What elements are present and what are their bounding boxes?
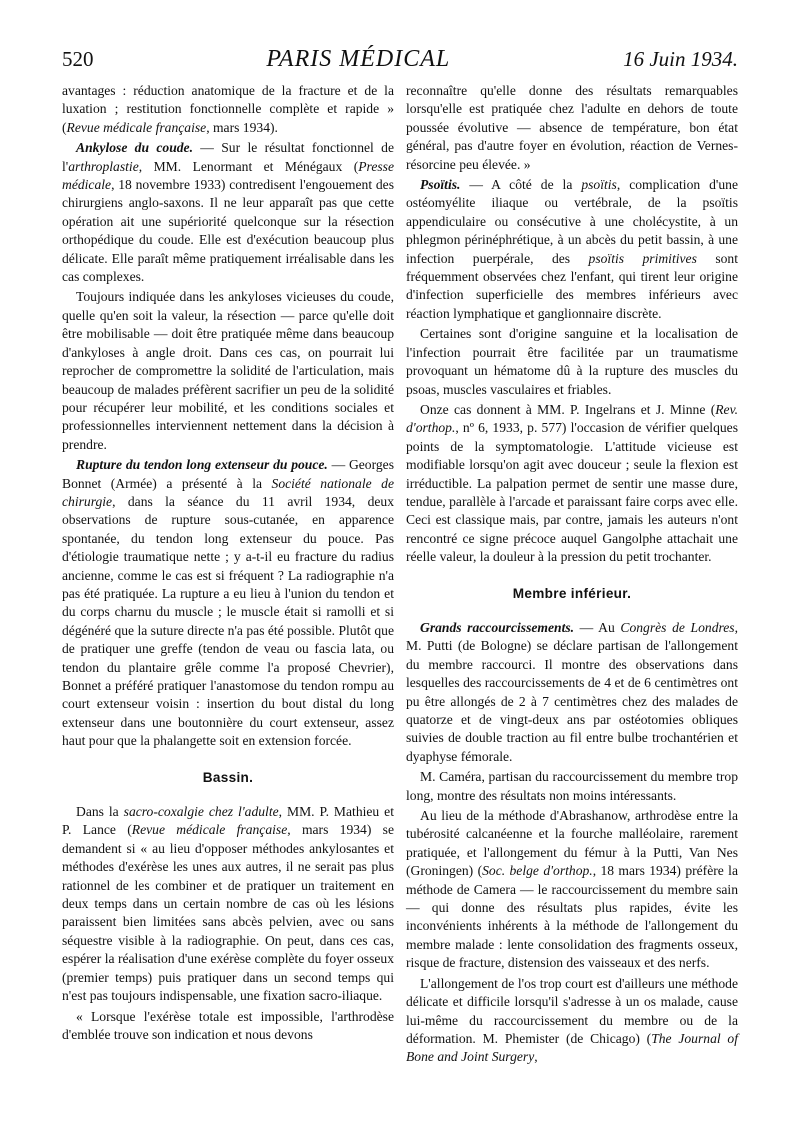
paragraph-rupture (62, 456, 394, 751)
paragraph-continuation-left (62, 82, 394, 137)
page-header (62, 46, 738, 82)
run-in-heading: Grands raccourcissements. (420, 619, 575, 635)
journal-title: PARIS MÉDICAL (266, 46, 451, 72)
paragraph-lorsque: « Lorsque l'exérèse totale est impossible, l'arthrodèse d'emblée trouve son indication et nous devons (62, 1008, 394, 1042)
italic-term: Congrès de Londres (620, 619, 735, 635)
citation: Soc. belge d'orthop. (482, 863, 593, 879)
paragraph-continuation-right: reconnaître qu'elle donne des résultats remarquables lorsqu'elle est pratiquée chez l'adulte en dehors de toute poussée évolutive — absence de température, bon état général, pas d'autre foyer en évolution, réaction de Vernes-résorcine peu élevée. » (406, 83, 738, 172)
paragraph-text: L'allongement de l'os trop court est d'ailleurs une méthode délicate et difficile lorsqu'il s'adresse à un os malade, cause lui-même du raccourcissement du membre ou de la déformation. M. Phemister (de Chicago) ( (406, 975, 738, 1046)
run-in-heading: Psoïtis. (420, 177, 461, 193)
paragraph-toujours: Toujours indiquée dans les ankyloses vicieuses du coude, quelle qu'en soit la valeur, la résection — parce qu'elle doit être mobilisable — doit être pratiquée même dans beaucoup d'ankyloses à angle droit. Dans ces cas, on pourrait lui reprocher de compromettre la solidité de l'articulation, mais beaucoup de malades préfèrent sacrifier un peu de la solidité pour récupérer leur mobilité, et les conditions sociales et professionnelles interviennent nettement dans la décision à prendre. (62, 289, 394, 452)
paragraph-grands-raccourcissements (406, 619, 738, 766)
italic-term: psoïtis (581, 177, 617, 193)
run-in-heading: Ankylose du coude. (76, 140, 193, 156)
citation: Revue médicale française (66, 119, 207, 135)
citation: The Journal of Bone and Joint Surgery (406, 1030, 738, 1065)
paragraph-text: , M. Putti (de Bologne) se déclare partisan de l'allongement du membre raccourci. Il montre des observations dans lesquelles des raccourcissements de 4 et de 6 centimètres ont pu être allongés de 2 à 7 centimètres chez des malades de quatorze et de vingt-deux ans par ostéotomies obliques suivies de double traction au fil entre bulbe trochantérien et dyaphyse fémorale. (406, 619, 739, 764)
paragraph-bassin (62, 803, 394, 1005)
paragraph-text: , 18 novembre 1933) contredisent l'engouement des chirurgiens anglo-saxons. Il ne leur apparaît pas que cette opération ait une supériorité quelconque sur la résection orthopédique du coude. Elle est d'exécution beaucoup plus délicate. Elle paraît même pratiquement irréalisable dans les cas complexes. (62, 177, 394, 285)
issue-date: 16 Juin 1934. (623, 47, 738, 71)
paragraph-text: — A côté de la (460, 177, 582, 193)
page-number: 520 (62, 47, 94, 71)
paragraph-text: , mars 1934). (206, 119, 278, 135)
italic-term: psoïtis primitives (588, 250, 697, 266)
paragraph-text: , mars 1934) se demandent si « au lieu d'opposer méthodes ankylosantes et méthodes d'exérèse les unes aux autres, il ne serait pas plus rationnel de les combiner et de pratiquer un traitement en deux temps dans un certain nombre de cas où les lésions paraissent bien limitées sans abcès pelvien, avec ou sans séquestre visible à la radiographie. On peut, dans ces cas, espérer la réalisation d'une exérèse complète du foyer osseux (premier temps) puis pratiquer dans un second temps qui n'est pas toujours indispensable, une fixation sacro-iliaque. (62, 822, 395, 1004)
section-heading-bassin: Bassin. (202, 769, 254, 785)
paragraph-text: , MM. Lenormant et Ménégaux ( (138, 158, 359, 174)
paragraph-text: Au lieu de la méthode d'Abrashanow, arthrodèse entre la tubérosité calcanéenne et la fourche malléolaire, rarement pratiquée, et l'allongement du fémur à la Putti, Van Nes (Groningen) ( (406, 808, 738, 879)
paragraph-text: — Georges Bonnet (Armée) a présenté à la (62, 457, 394, 491)
citation: Presse médicale (62, 158, 394, 193)
paragraph-text: sont fréquemment observées chez l'enfant, qui tirent leur origine d'infection superficielle des membres inférieurs avec réaction lymphatique et ganglionnaire discrète. (406, 250, 738, 321)
paragraph-allongement (406, 975, 738, 1067)
paragraph-text: , (534, 1049, 538, 1065)
paragraph-text: , 18 mars 1934) préfère la méthode de Camera — le raccourcissement du membre sain — qui donne des résultats plus rapides, évite les inconvénients inhérents à la méthode de l'allongement du membre malade : lente consolidation des fragments osseux, risque de fracture, distension des vaisseaux et des nerfs. (406, 863, 738, 971)
paragraph-text: avantages : réduction anatomique de la fracture et de la luxation ; restitution fonctionnelle complète et rapide » ( (62, 83, 394, 135)
italic-term: Société nationale de chirurgie (62, 475, 394, 509)
italic-term: sacro-coxalgie chez l'adulte (123, 804, 279, 820)
paragraph-onze-cas (406, 401, 738, 567)
paragraph-ankylose (62, 139, 394, 286)
left-column (62, 82, 394, 1046)
section-heading-membre-inferieur: Membre inférieur. (512, 585, 632, 601)
paragraph-text: , dans la séance du 11 avril 1934, deux observations de rupture sous-cutanée, en apparence spontanée, du tendon long extenseur du pouce. Pas d'étiologie traumatique nette ; y a-t-il eu fracture du radius ancienne, comme le cas est si fréquent ? La radiographie n'a pas été pratiquée. La rupture a eu lieu à l'union du tendon et du corps charnu du muscle ; le muscle était si ramolli et si dégénéré que la suture directe n'a pas été possible. Plutôt que de pratiquer une greffe (tendon de veau ou fascia lata, ou tendon du plantaire grêle comme l'a proposé Chevrier), Bonnet a préféré pratiquer l'anastomose du tendon rompu au court extenseur voisin : insertion du bout distal du long extenseur dans une boutonnière du court extenseur, assez haut pour que la phalangette soit en extension forcée. (62, 493, 394, 749)
paragraph-text: , complication d'une ostéomyélite iliaque ou vertébrale, de la psoïtis appendiculaire ou consécutive à une cholécystite, à un phlegmon périnéphrétique, à un abcès du petit bassin, à une infection puerpérale, des (406, 177, 738, 266)
run-in-heading: Rupture du tendon long extenseur du pouce. (76, 457, 328, 473)
right-column (406, 82, 738, 1069)
paragraph-text: , MM. P. Mathieu et P. Lance ( (62, 804, 394, 838)
citation: Revue médicale française (131, 822, 288, 838)
paragraph-psoitis (406, 176, 738, 323)
citation: Rev. d'orthop. (406, 401, 738, 436)
paragraph-text: , nº 6, 1933, p. 577) l'occasion de vérifier quelques points de la symptomatologie. L'attitude vicieuse est modifiable lorsqu'on agit avec douceur ; seule la flexion est irréductible. La palpation permet de sentir une masse dure, tendue, parallèle à l'arcade et paraissant faire corps avec elle. Ceci est classique mais, par contre, jamais les auteurs n'ont rencontré ce signe précoce auquel Gangolphe attachait une réelle valeur, la douleur à la pression du petit trochanter. (406, 420, 738, 565)
paragraph-certaines: Certaines sont d'origine sanguine et la localisation de l'infection pourrait être facilitée par un traumatisme provoquant un hématome dû à la rupture des muscles du psoas, muscles vasculaires et friables. (406, 326, 738, 397)
paragraph-text: Onze cas donnent à MM. P. Ingelrans et J. Minne ( (420, 401, 716, 417)
paragraph-camera: M. Caméra, partisan du raccourcissement du membre trop long, montre des résultats non moins intéressants. (406, 769, 738, 803)
paragraph-text: — Au (574, 619, 621, 635)
paragraph-text: Dans la (76, 804, 124, 820)
paragraph-au-lieu (406, 807, 738, 973)
italic-term: arthroplastie (68, 158, 139, 174)
paragraph-text: — Sur le résultat fonctionnel de l' (62, 140, 394, 174)
